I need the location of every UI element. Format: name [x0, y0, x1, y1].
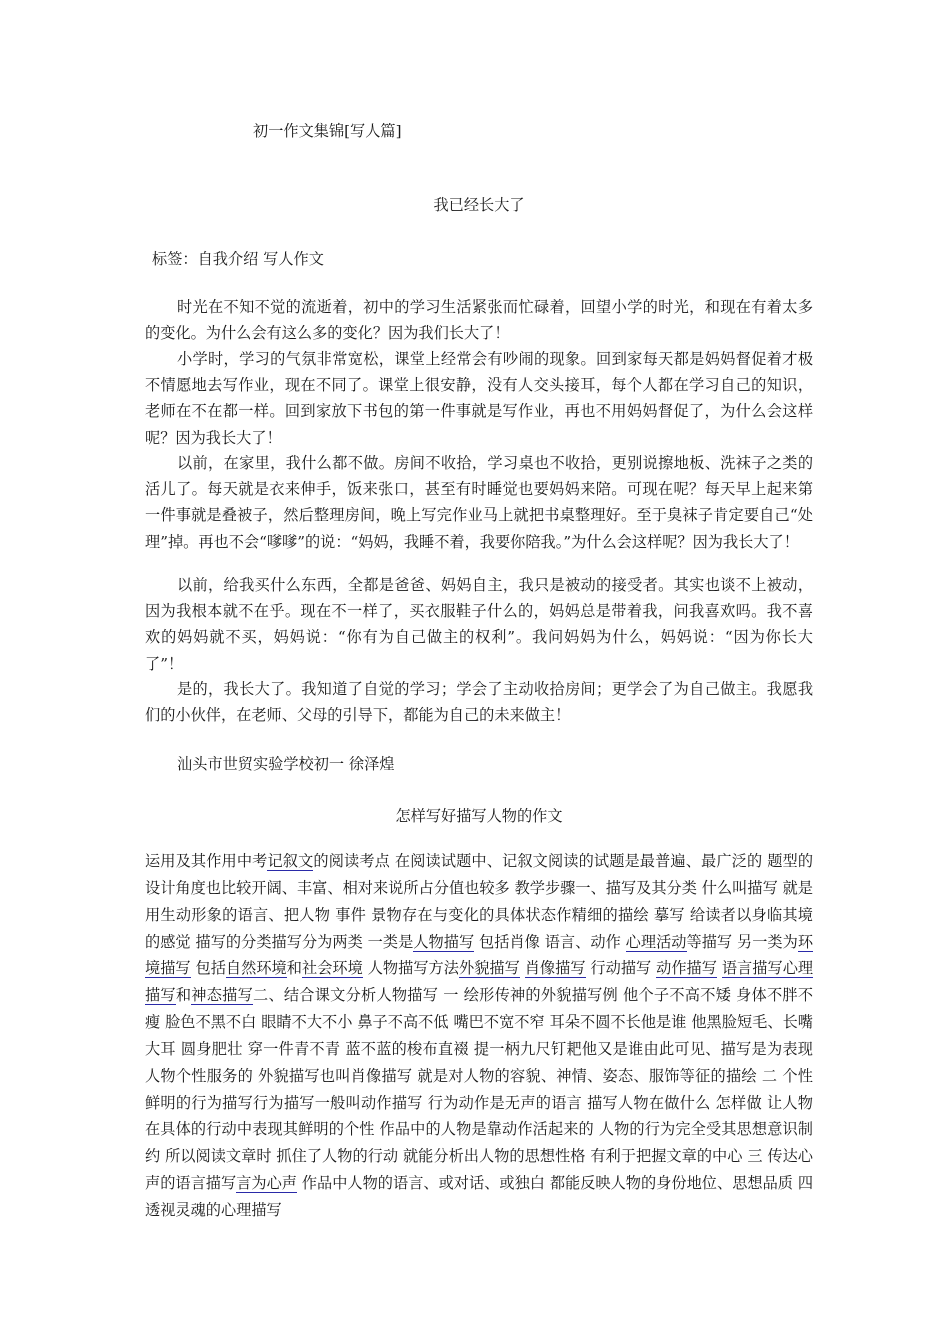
article-link[interactable]: 动作描写	[656, 959, 717, 978]
essay-title: 我已经长大了	[433, 196, 525, 214]
article-text: 行动描写	[585, 959, 657, 978]
article-text: 和	[286, 959, 302, 978]
essay-tags: 标签：自我介绍 写人作文	[152, 250, 324, 268]
article-text: 人物描写方法	[362, 959, 459, 978]
article-text	[520, 959, 525, 977]
article-link[interactable]: 神态描写	[191, 986, 254, 1005]
article-text: 和	[175, 986, 192, 1005]
essay-paragraph: 小学时，学习的气氛非常宽松，课堂上经常会有吵闹的现象。回到家每天都是妈妈督促着才极不情愿地去写作业，现在不同了。课堂上很安静，没有人交头接耳，每个人都在学习自己的知识，老师在不在都一样。回到家放下书包的第一件事就是写作业，再也不用妈妈督促了，为什么会这样呢？因为我长大了！	[145, 350, 813, 447]
article-text: 的阅读考点 在阅读试题中、记叙文阅读的试题是最普遍、最广泛的 题型的设计角度也比较开阔、丰富、相对来说所占分值也较多 教学步骤一、描写及其分类 什么叫描写 就是用生动形象的语言、把人物 事件 景物存在与变化的具体状态作精细的描绘 摹写 给读者以身临其境的感觉 描写的分类描写分为两类 一类是	[145, 852, 814, 951]
article-link[interactable]: 心理活动	[625, 932, 687, 951]
article-text: 包括	[190, 959, 226, 978]
essay-author: 汕头市世贸实验学校初一 徐泽煌	[177, 755, 395, 773]
article-body	[145, 848, 813, 1224]
essay-paragraph: 时光在不知不觉的流逝着，初中的学习生活紧张而忙碌着，回望小学的时光，和现在有着太多的变化。为什么会有这么多的变化？因为我们长大了！	[145, 298, 813, 343]
article-title: 怎样写好描写人物的作文	[395, 807, 563, 825]
essay-paragraph: 以前，给我买什么东西，全都是爸爸、妈妈自主，我只是被动的接受者。其实也谈不上被动，因为我根本就不在乎。现在不一样了，买衣服鞋子什么的，妈妈总是带着我，问我喜欢吗。我不喜欢的妈妈就不买，妈妈说：“你有为自己做主的权利”。我问妈妈为什么，妈妈说：“因为你长大了”！	[145, 576, 813, 673]
article-link[interactable]: 言为心声	[236, 1174, 297, 1193]
article-text: 运用及其作用中考	[145, 852, 268, 870]
article-link[interactable]: 自然环境	[225, 959, 287, 978]
article-text: 二、结合课文分析人物描写 一 绘形传神的外貌描写例 他个子不高不矮 身体不胖不瘦 脸色不黑不白 眼睛不大不小 鼻子不高不低 嘴巴不宽不窄 耳朵不圆不长他是谁 他黑脸短毛、长嘴大耳 圆身肥壮 穿一件青不青 蓝不蓝的梭布直裰 提一柄九尺钉耙他又是谁由此可见、描写是为表现人物个性服务的 外貌描写也叫肖像描写 就是对人物的容貌、神情、姿态、服饰等征的描绘 二 个性鲜明的行为描写行为描写一般叫动作描写 行为动作是无声的语言 描写人物在做什么 怎样做 让人物在具体的行动中表现其鲜明的个性 作品中的人物是靠动作活起来的 人物的行为完全受其思想意识制约 所以阅读文章时 抓住了人物的行动 就能分析出人物的思想性格 有利于把握文章的中心 三 传达心声的语言描写	[145, 986, 814, 1193]
essay-paragraph: 是的，我长大了。我知道了自觉的学习；学会了主动收拾房间；更学会了为自己做主。我愿我们的小伙伴，在老师、父母的引导下，都能为自己的未来做主！	[145, 680, 813, 725]
article-link[interactable]: 肖像描写	[524, 959, 586, 978]
article-link[interactable]: 人物描写	[413, 932, 475, 951]
article-text: 作品中人物的语言、或对话、或独白 都能反映人物的身份地位、思想品质 四 透视灵魂的心理描写	[145, 1174, 814, 1219]
article-link[interactable]: 外貌描写	[458, 959, 520, 978]
article-text: 包括肖像 语言、动作	[474, 932, 626, 951]
article-text: 等描写 另一类为	[686, 932, 798, 951]
article-link[interactable]: 环境描写	[145, 932, 814, 978]
article-link[interactable]: 记叙文	[267, 852, 314, 870]
essay-paragraph: 以前，在家里，我什么都不做。房间不收拾，学习桌也不收拾，更别说擦地板、洗袜子之类的活儿了。每天就是衣来伸手，饭来张口，甚至有时睡觉也要妈妈来陪。可现在呢？每天早上起来第一件事就是叠被子，然后整理房间，晚上写完作业马上就把书桌整理好。至于臭袜子肯定要自己“处理”掉。再也不会“嗲嗲”的说：“妈妈，我睡不着，我要你陪我。”为什么会这样呢？因为我长大了！	[145, 454, 813, 551]
article-link[interactable]: 语言描写心理描写	[145, 959, 814, 1005]
doc-title: 初一作文集锦[写人篇]	[253, 122, 402, 140]
article-link[interactable]: 社会环境	[302, 959, 363, 978]
